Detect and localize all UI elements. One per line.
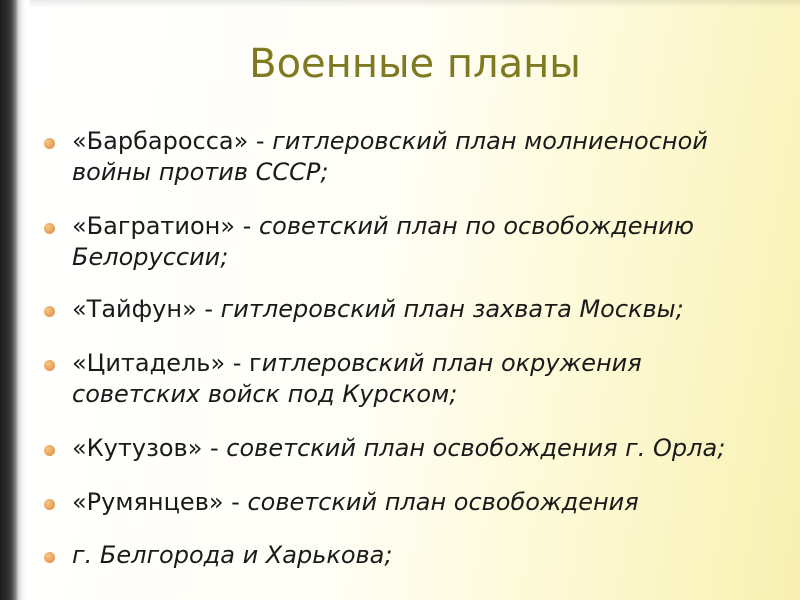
list-item-text xyxy=(72,540,762,571)
list-item-text xyxy=(72,211,762,273)
plan-name: «Барбаросса» - xyxy=(72,127,265,155)
bullet-icon xyxy=(44,138,55,149)
bullet-icon xyxy=(44,223,55,234)
plan-description: гитлеровский план молниеносной войны против СССР; xyxy=(72,127,708,186)
list-item-text xyxy=(72,294,762,325)
list-item-text xyxy=(72,348,762,410)
plan-name: «Тайфун» - xyxy=(72,295,214,323)
plan-description: гитлеровский план захвата Москвы; xyxy=(213,295,684,323)
plan-description: советский план по освобождению Белоруссии; xyxy=(72,212,694,271)
plan-description: советский план освобождения г. Орла; xyxy=(218,434,726,462)
bullet-icon xyxy=(44,360,55,371)
plan-name: «Кутузов» - xyxy=(72,434,219,462)
bullet-icon xyxy=(44,306,55,317)
list-item-text xyxy=(72,433,762,464)
plan-name: «Цитадель» - г xyxy=(72,349,262,377)
slide-title: Военные планы xyxy=(249,41,581,87)
list-item-text xyxy=(72,126,762,188)
plan-description: г. Белгорода и Харькова; xyxy=(72,541,393,569)
plan-name: «Румянцев» - xyxy=(72,488,240,516)
list-item-text xyxy=(72,487,762,518)
bullet-icon xyxy=(44,499,55,510)
plan-name: «Багратион» - xyxy=(72,212,252,240)
bullet-icon xyxy=(44,552,55,563)
plan-description: итлеровский план окружения советских войск под Курском; xyxy=(72,349,642,408)
bullet-icon xyxy=(44,445,55,456)
plan-description: советский план освобождения xyxy=(239,488,639,516)
